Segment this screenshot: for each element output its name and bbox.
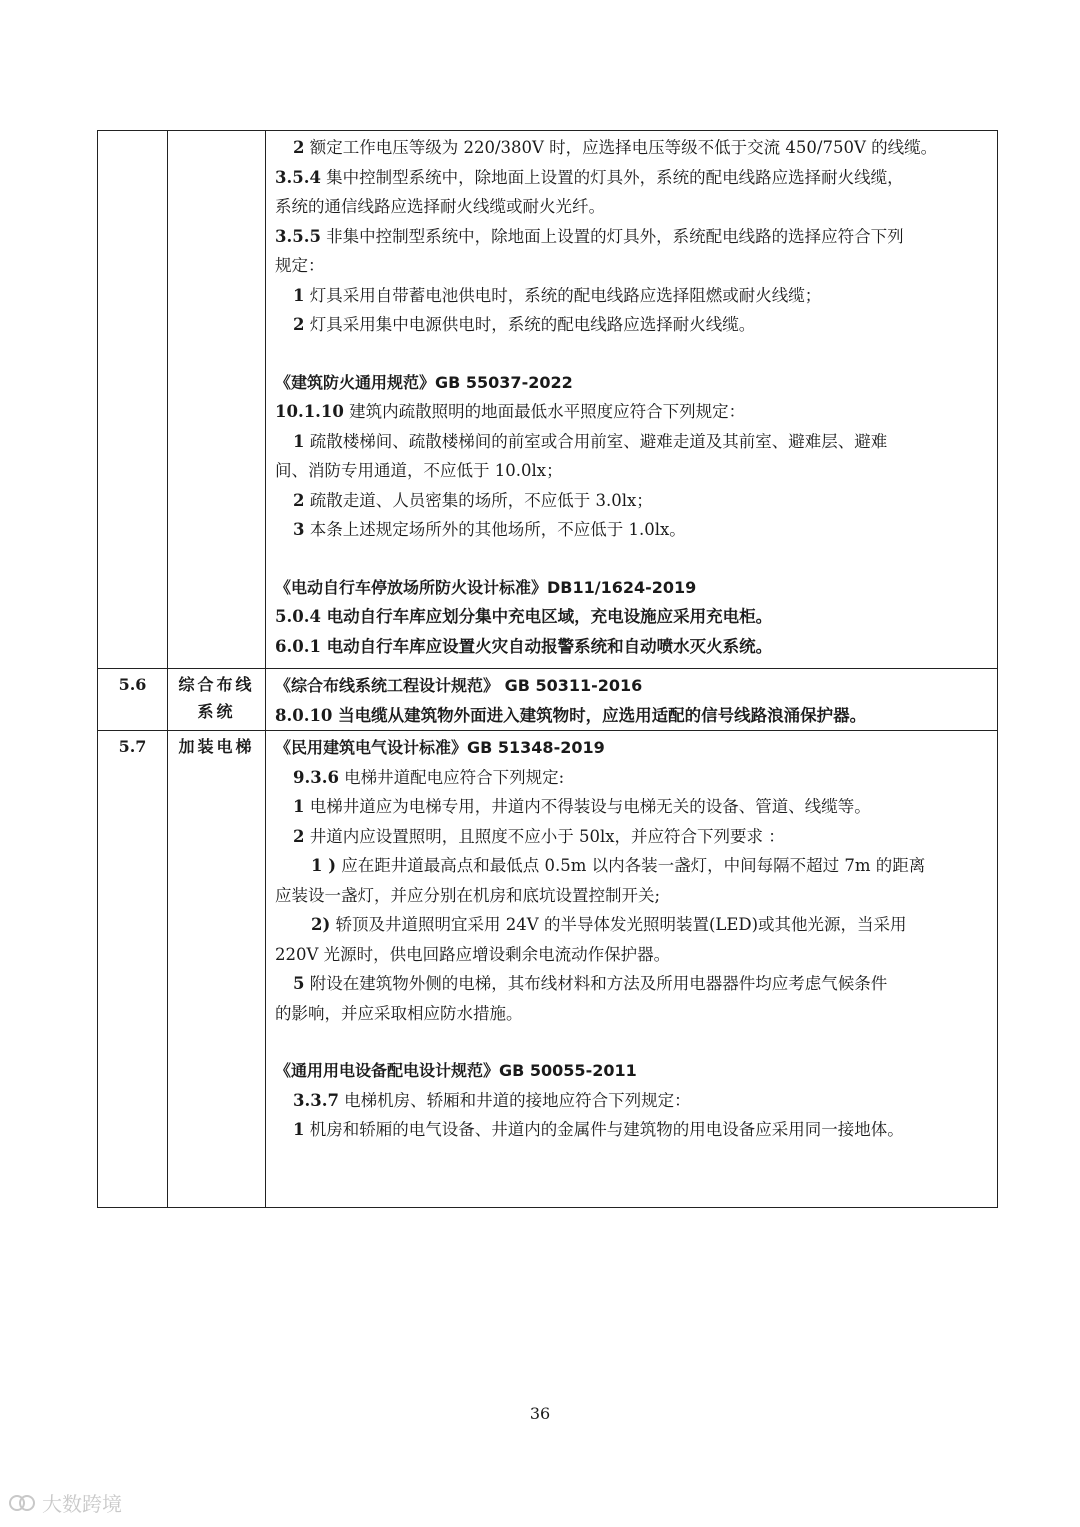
clause-line: 2 井道内应设置照明，且照度不应小于 50lx，并应符合下列要求 ： bbox=[293, 826, 785, 846]
clause-line: 2 灯具采用集中电源供电时，系统的配电线路应选择耐火线缆。 bbox=[293, 315, 756, 334]
section-name: 综合布线 系统 bbox=[168, 669, 266, 731]
clause-line: 1 电梯井道应为电梯专用，井道内不得装设与电梯无关的设备、管道、线缆等。 bbox=[293, 797, 871, 816]
standard-title: 《通用用电设备配电设计规范》GB 50055-2011 bbox=[275, 1061, 637, 1080]
clause-line: 3.5.5 非集中控制型系统中，除地面上设置的灯具外，系统配电线路的选择应符合下列 bbox=[275, 226, 904, 246]
table-row bbox=[98, 731, 998, 1208]
clause-line: 8.0.10 当电缆从建筑物外面进入建筑物时，应选用适配的信号线路浪涌保护器。 bbox=[275, 705, 867, 725]
clause-line: 3 本条上述规定场所外的其他场所，不应低于 1.0lx。 bbox=[293, 520, 686, 539]
section-number: 5.7 bbox=[98, 731, 168, 1208]
clause-line: 1 灯具采用自带蓄电池供电时，系统的配电线路应选择阻燃或耐火线缆； bbox=[293, 285, 822, 305]
section-name: 加装电梯 bbox=[168, 731, 266, 1208]
standard-title: 《建筑防火通用规范》GB 55037-2022 bbox=[275, 372, 573, 392]
clause-line: 9.3.6 电梯井道配电应符合下列规定: bbox=[293, 767, 565, 787]
table-row bbox=[98, 669, 998, 731]
clause-line: 应装设一盏灯，并应分别在机房和底坑设置控制开关; bbox=[275, 885, 661, 905]
standard-title: 《综合布线系统工程设计规范》 GB 50311-2016 bbox=[275, 676, 643, 695]
standard-title: 《民用建筑电气设计标准》GB 51348-2019 bbox=[275, 738, 605, 757]
clause-line: 5.0.4 电动自行车库应划分集中充电区域，充电设施应采用充电柜。 bbox=[275, 607, 773, 626]
clause-line: 1 机房和轿厢的电气设备、井道内的金属件与建筑物的用电设备应采用同一接地体。 bbox=[293, 1120, 904, 1139]
content-cell bbox=[266, 731, 998, 1208]
page-number: 36 bbox=[529, 1404, 551, 1423]
num-cell bbox=[98, 131, 168, 669]
clause-line: 220V 光源时，供电回路应增设剩余电流动作保护器。 bbox=[275, 944, 671, 964]
content-cell bbox=[266, 669, 998, 731]
clause-line: 2 疏散走道、人员密集的场所，不应低于 3.0lx； bbox=[293, 490, 653, 510]
clause-line: 2 额定工作电压等级为 220/380V 时，应选择电压等级不低于交流 450/750V 的线缆。 bbox=[293, 138, 938, 157]
standards-table bbox=[97, 130, 998, 1208]
standard-title: 《电动自行车停放场所防火设计标准》DB11/1624-2019 bbox=[275, 577, 697, 597]
clause-line: 10.1.10 建筑内疏散照明的地面最低水平照度应符合下列规定： bbox=[275, 402, 746, 421]
clause-line: 规定： bbox=[275, 256, 325, 275]
clause-line: 间、消防专用通道，不应低于 10.0lx； bbox=[275, 461, 563, 480]
clause-line: 5 附设在建筑物外侧的电梯，其布线材料和方法及所用电器器件均应考虑气候条件 bbox=[293, 974, 888, 993]
table-row bbox=[98, 131, 998, 669]
clause-line: 的影响，并应采取相应防水措施。 bbox=[275, 1003, 523, 1023]
section-number: 5.6 bbox=[98, 669, 168, 731]
content-cell bbox=[266, 131, 998, 669]
clause-line: 3.5.4 集中控制型系统中，除地面上设置的灯具外，系统的配电线路应选择耐火线缆， bbox=[275, 167, 904, 187]
clause-line: 系统的通信线路应选择耐火线缆或耐火光纤。 bbox=[275, 197, 605, 216]
watermark-text: 大数跨境 bbox=[42, 1492, 122, 1516]
clause-line: 3.3.7 电梯机房、轿厢和井道的接地应符合下列规定： bbox=[293, 1090, 691, 1110]
clause-line: 1 ) 应在距井道最高点和最低点 0.5m 以内各装一盏灯，中间每隔不超过 7m 的距离 bbox=[311, 856, 926, 875]
clause-line: 6.0.1 电动自行车库应设置火灾自动报警系统和自动喷水灭火系统。 bbox=[275, 636, 773, 656]
watermark bbox=[8, 1488, 122, 1517]
clause-line: 1 疏散楼梯间、疏散楼梯间的前室或合用前室、避难走道及其前室、避难层、避难 bbox=[293, 431, 888, 451]
watermark-logo-icon bbox=[8, 1492, 36, 1514]
name-cell bbox=[168, 131, 266, 669]
clause-line: 2) 轿顶及井道照明宜采用 24V 的半导体发光照明装置(LED)或其他光源，当采用 bbox=[311, 915, 907, 934]
